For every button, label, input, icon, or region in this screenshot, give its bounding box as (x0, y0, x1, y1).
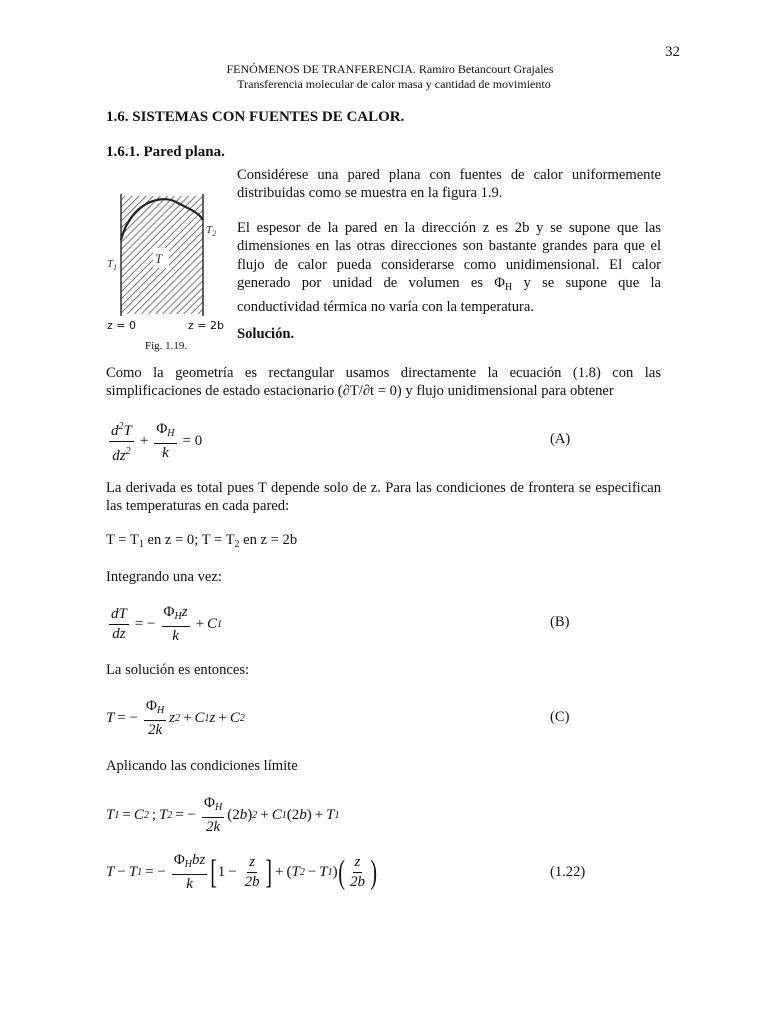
equation-1-22: T − T 1 = − $\frac{\Phi_Hbz}{k}$ [ 1 − $\frac{z}{2b}$ ] + ( T 2 − T 1 ) ( $\frac{z}{2b}$ ) (106, 852, 378, 892)
label-z0: z = 0 (107, 319, 136, 332)
paragraph-boundary: La derivada es total pues T depende solo de z. Para las condiciones de frontera se especifican las temperaturas en cada pared: (106, 480, 661, 515)
equation-1-22-label: (1.22) (550, 864, 586, 880)
section-title: 1.6. SISTEMAS CON FUENTES DE CALOR. (106, 109, 405, 125)
equation-A-label: (A) (550, 431, 571, 447)
paragraph-intro: Considérese una pared plana con fuentes de calor uniformemente distribuidas como se muestra en la figura 1.9. (237, 167, 661, 202)
equation-B-label: (B) (550, 614, 570, 630)
paragraph-solution: La solución es entonces: (106, 662, 250, 678)
subsection-title: 1.6.1. Pared plana. (106, 144, 225, 160)
equation-C: T = − $\frac{\Phi_H}{2k}$ z 2 + C 1 z + C 2 (106, 698, 245, 738)
figure-caption: Fig. 1.19. (145, 340, 188, 352)
label-z2b: z = 2b (188, 319, 224, 332)
plane-wall-figure (106, 172, 230, 342)
page-number: 32 (665, 44, 680, 60)
running-header-subtitle: Transferencia molecular de calor masa y cantidad de movimiento (237, 77, 551, 91)
label-T2: $T_2$ (206, 224, 217, 238)
equation-B: $\frac{dT}{dz}$ = − $\frac{\Phi_Hz}{k}$ + C 1 (111, 604, 223, 644)
paragraph-integrate: Integrando una vez: (106, 569, 222, 585)
paragraph-geometry: Como la geometría es rectangular usamos directamente la ecuación (1.8) con las simplificaciones de estado estacionario (∂T/∂t = 0) y flujo unidimensional para obtener (106, 365, 661, 400)
equation-A: $\frac{d^2T}{dz^2}$ + $\frac{\Phi_H}{k}$ = 0 (106, 418, 205, 465)
paragraph-apply-limits: Aplicando las condiciones límite (106, 758, 298, 774)
paragraph-assumptions: El espesor de la pared en la dirección z es 2b y se supone que las dimensiones en las otras direcciones son bastante grandes para que el flujo de calor pueda considerarse como unidimensional. El calor generado por unidad de volumen es $\Phi_H$ y se supone que la conductividad térmica no varía con la temperatura. (237, 220, 661, 315)
equation-C-label: (C) (550, 709, 570, 725)
label-T: T (155, 251, 163, 266)
solution-heading: Solución. (237, 326, 295, 342)
equation-boundary-applied: T 1 = C 2 ; T 2 = − $\frac{\Phi_H}{2k}$ (2 b ) 2 + C 1 (2 b ) + T 1 (106, 795, 340, 835)
label-T1: $T_1$ (107, 258, 118, 272)
boundary-conditions: $T = T_1$ en z = 0; $T = T_2$ en z = 2b (106, 532, 298, 550)
running-header-title: FENÓMENOS DE TRANFERENCIA. Ramiro Betancourt Grajales (226, 62, 554, 76)
